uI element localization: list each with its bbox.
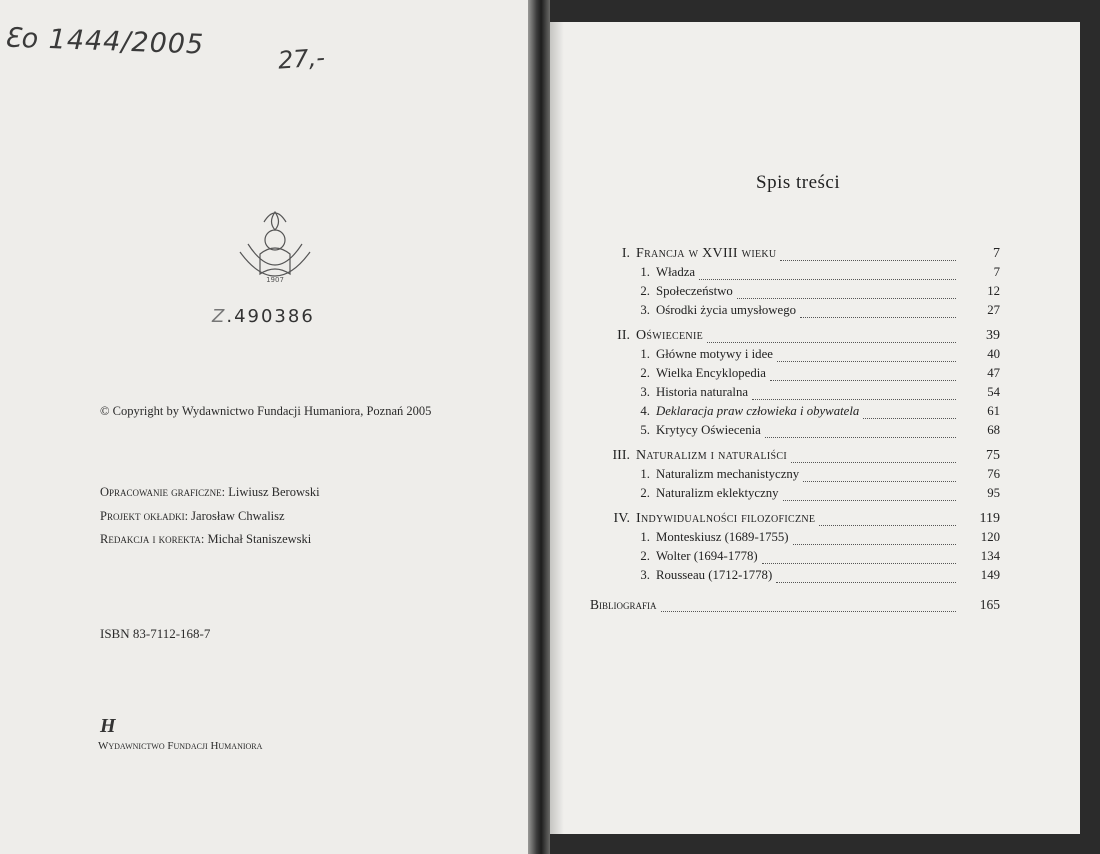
handwritten-page-mark: 27,- [277,43,326,75]
toc-entry-number: 2. [640,284,650,298]
toc-page-number: 76 [987,467,1000,481]
toc-entry-number: 1. [640,467,650,481]
credit-role: Projekt okładki: [100,509,189,523]
dot-leader [776,582,956,583]
toc-page-number: 120 [980,530,1000,544]
dot-leader [863,418,956,419]
dot-leader [783,500,956,501]
toc-chapter [590,511,1000,530]
credit-role: Opracowanie graficzne: [100,485,226,499]
publisher-name: Wydawnictwo Fundacji Humaniora [98,740,263,752]
dot-leader [819,525,956,526]
toc-page-number: 12 [987,284,1000,298]
toc-entry-number: 2. [640,549,650,563]
dot-leader [737,298,956,299]
inventory-digits: .490386 [226,306,315,327]
toc-page-number: 75 [986,448,1000,463]
dot-leader [707,342,956,343]
credit-editing [100,532,311,547]
toc-page-number: 47 [987,366,1000,380]
toc-entry-number: 2. [640,486,650,500]
toc-entry-number: 4. [640,404,650,418]
toc-page-number: 7 [993,246,1000,261]
stamp-year: 1907 [266,276,284,284]
toc-entry-title: Rousseau (1712-1778) [656,568,773,582]
toc-entry-title: Monteskiusz (1689-1755) [656,530,789,544]
inventory-number [212,306,315,327]
dot-leader [780,260,956,261]
credit-cover-design [100,509,285,524]
toc-section [590,366,1000,385]
toc-entry-number: 3. [640,385,650,399]
toc-entry-title: Krytycy Oświecenia [656,423,761,437]
toc-chapter [590,448,1000,467]
dot-leader [762,563,956,564]
toc-entry-title: Społeczeństwo [656,284,733,298]
dot-leader [777,361,956,362]
toc-section [590,385,1000,404]
toc-page-number: 119 [979,511,1000,526]
toc-entry-title: Francja w XVIII wieku [636,246,777,261]
left-page [0,0,528,854]
toc-section [590,530,1000,549]
dot-leader [800,317,956,318]
toc-entry-number: III. [612,448,630,463]
toc-entry-number: 3. [640,568,650,582]
toc-entry-title: Wolter (1694-1778) [656,549,758,563]
toc-entry-title: Naturalizm mechanistyczny [656,467,800,481]
toc-entry-title: Główne motywy i idee [656,347,773,361]
book-spine-gutter [528,0,550,854]
toc-page-number: 27 [987,303,1000,317]
toc-section [590,423,1000,442]
dot-leader [765,437,956,438]
toc-entry-title: Oświecenie [636,328,703,343]
toc-chapter [590,246,1000,265]
handwritten-call-number: Ɛo 1444/2005 [3,22,205,61]
toc-entry-title: Historia naturalna [656,385,749,399]
dot-leader [752,399,956,400]
toc-entry-number: 2. [640,366,650,380]
toc-entry-number: I. [621,246,630,261]
toc-page-number: 7 [993,265,1000,279]
toc-page-number: 165 [979,597,1000,612]
publisher-logo-icon: H [100,715,116,737]
toc-chapter [590,328,1000,347]
toc-page-number: 134 [980,549,1000,563]
toc-section [590,486,1000,505]
credit-name: Jarosław Chwalisz [191,509,285,523]
dot-leader [699,279,956,280]
toc-title: Spis treści [756,172,841,193]
copyright-notice: © Copyright by Wydawnictwo Fundacji Humaniora, Poznań 2005 [100,404,432,418]
toc-entry-number: II. [617,328,630,343]
credit-name: Michał Staniszewski [207,532,312,546]
toc-entry-number: 1. [640,530,650,544]
toc-entry-number: IV. [613,511,630,526]
toc-section [590,467,1000,486]
isbn: ISBN 83-7112-168-7 [100,626,211,641]
toc-entry-title: Ośrodki życia umysłowego [656,303,797,317]
credit-name: Liwiusz Berowski [228,485,320,499]
dot-leader [661,611,956,612]
library-stamp-icon [220,182,330,302]
toc-section [590,265,1000,284]
toc-entry-title: Władza [656,265,696,279]
inventory-prefix: Z [212,306,227,327]
dot-leader [793,544,956,545]
page-shadow [550,22,564,834]
toc-section [590,284,1000,303]
table-of-contents [590,240,1000,616]
toc-entry-title: Deklaracja praw człowieka i obywatela [656,404,860,418]
toc-page-number: 95 [987,486,1000,500]
toc-page-number: 68 [987,423,1000,437]
toc-section [590,303,1000,322]
toc-entry-title: Naturalizm i naturaliści [636,448,787,463]
toc-entry-number: 1. [640,265,650,279]
toc-bibliography [590,597,1000,616]
toc-section [590,404,1000,423]
toc-entry-number: 1. [640,347,650,361]
toc-page-number: 39 [986,328,1000,343]
toc-entry-number: 3. [640,303,650,317]
dot-leader [770,380,956,381]
credit-graphic-design [100,485,320,500]
toc-page-number: 61 [987,404,1000,418]
toc-entry-title: Indywidualności filozoficzne [636,511,816,526]
credit-role: Redakcja i korekta: [100,532,205,546]
toc-entry-title: Naturalizm eklektyczny [656,486,779,500]
toc-entry-number: 5. [640,423,650,437]
toc-section [590,549,1000,568]
toc-entry-title: Bibliografia [590,597,657,612]
toc-page-number: 40 [987,347,1000,361]
dot-leader [803,481,956,482]
toc-section [590,568,1000,587]
toc-page-number: 149 [980,568,1000,582]
dot-leader [791,462,956,463]
toc-entry-title: Wielka Encyklopedia [656,366,766,380]
toc-page-number: 54 [987,385,1000,399]
toc-section [590,347,1000,366]
